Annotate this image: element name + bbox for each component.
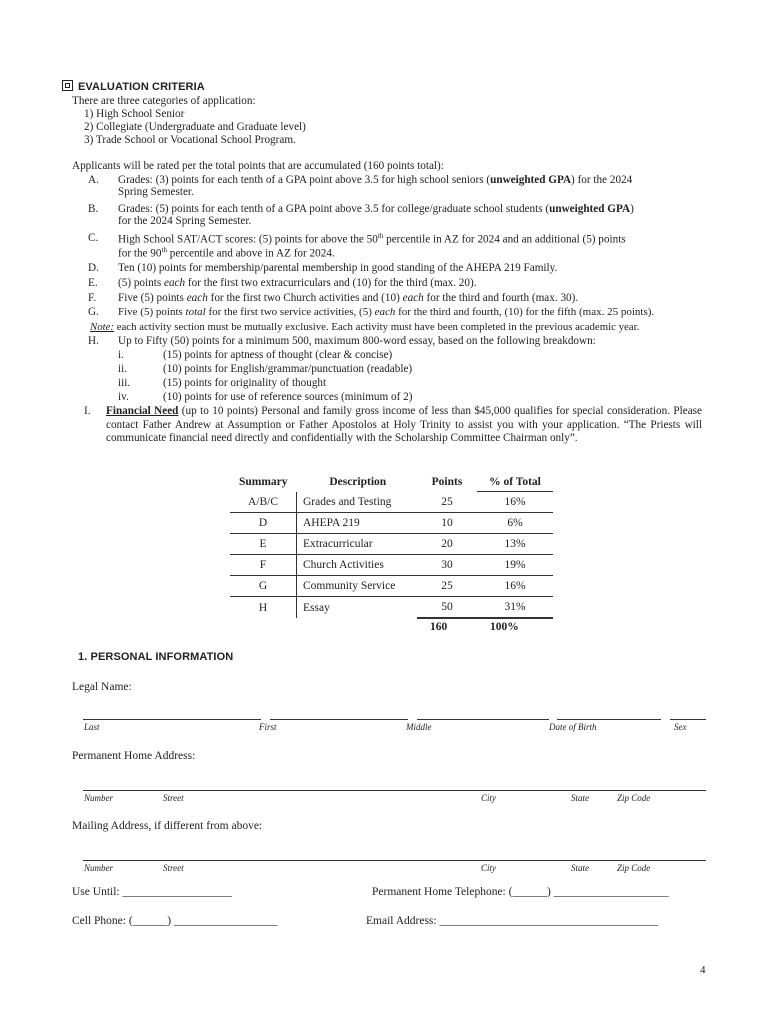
caption-zip-code: Zip Code <box>617 863 651 873</box>
criterion-c-sup: th <box>377 232 384 240</box>
caption-number: Number <box>84 863 113 873</box>
table-cell: F <box>230 555 297 576</box>
evaluation-heading-text: EVALUATION CRITERIA <box>78 81 205 93</box>
financial-need-label: Financial Need <box>106 405 179 417</box>
table-cell: Grades and Testing <box>297 492 418 513</box>
criterion-h: Up to Fifty (50) points for a minimum 500, maximum 800-word essay, based on the following breakdown: <box>118 335 596 347</box>
table-cell: 6% <box>477 513 553 534</box>
table-cell: 13% <box>477 534 553 555</box>
table-row <box>230 534 553 555</box>
table-cell: AHEPA 219 <box>297 513 418 534</box>
email-address-field[interactable]: Email Address: ______________________________________ <box>366 915 658 927</box>
mailing-address-field[interactable] <box>83 860 706 861</box>
page-number: 4 <box>700 964 706 976</box>
criterion-e-label: E. <box>88 277 98 289</box>
criterion-b-label: B. <box>88 203 99 215</box>
table-cell: Essay <box>297 597 418 619</box>
criterion-b-bold: unweighted GPA <box>549 203 631 215</box>
criterion-i <box>106 405 702 446</box>
table-cell: A/B/C <box>230 492 297 513</box>
caption-first: First <box>259 722 277 732</box>
table-row <box>230 555 553 576</box>
criterion-a <box>118 174 710 198</box>
table-cell: Community Service <box>297 576 418 597</box>
table-header-row <box>230 474 553 492</box>
caption-middle: Middle <box>406 722 432 732</box>
caption-state: State <box>571 863 589 873</box>
table-cell: 25 <box>417 576 477 597</box>
table-row <box>230 576 553 597</box>
criterion-d: Ten (10) points for membership/parental membership in good standing of the AHEPA 219 Family. <box>118 262 558 274</box>
criterion-a-text-end: ) for the 2024 <box>571 174 633 186</box>
criterion-c <box>118 232 710 259</box>
criterion-c-line2-end: percentile and above in AZ for 2024. <box>166 247 335 260</box>
caption-number: Number <box>84 793 113 803</box>
criterion-d-label: D. <box>88 262 99 274</box>
criterion-f-text-3: for the third and fourth (max. 30). <box>423 292 579 304</box>
caption-sex: Sex <box>674 722 687 732</box>
legal-name-label: Legal Name: <box>72 681 132 693</box>
criterion-g-text: Five (5) points <box>118 306 186 318</box>
table-cell: 16% <box>477 576 553 597</box>
criterion-c-label: C. <box>88 232 99 244</box>
use-until-field[interactable]: Use Until: ___________________ <box>72 886 232 898</box>
last-name-field[interactable] <box>83 719 261 720</box>
caption-last: Last <box>84 722 100 732</box>
criterion-g-text-3: for the third and fourth, (10) for the fifth (max. 25 points). <box>395 306 655 318</box>
table-cell: G <box>230 576 297 597</box>
note-text: each activity section must be mutually exclusive. Each activity must have been completed in the previous academic year. <box>114 321 640 333</box>
table-cell: 30 <box>417 555 477 576</box>
criterion-a-text: Grades: (3) points for each tenth of a GPA point above 3.5 for high school seniors ( <box>118 174 491 186</box>
financial-need-text: (up to 10 points) Personal and family gross income of less than $45,000 qualifies for special consideration. Please contact Father Andrew at Assumption or Father Apostolos at Holy Trinity to assist you with your application. “The Priests will communicate financial need directly and confidentially with the Scholarship Committee Chairman only”. <box>106 405 702 444</box>
sex-field[interactable] <box>670 719 706 720</box>
criterion-b-text: Grades: (5) points for each tenth of a GPA point above 3.5 for college/graduate school students ( <box>118 203 550 215</box>
criterion-f-italic-2: each <box>402 292 424 304</box>
points-intro: Applicants will be rated per the total points that are accumulated (160 points total): <box>72 160 444 172</box>
criterion-g-italic-2: each <box>374 306 396 318</box>
essay-sub-text: (15) points for originality of thought <box>163 377 327 389</box>
criterion-g-italic: total <box>185 306 206 318</box>
table-cell: 50 <box>417 597 477 619</box>
table-cell: 20 <box>417 534 477 555</box>
evaluation-heading <box>62 80 205 93</box>
home-address-label: Permanent Home Address: <box>72 750 196 762</box>
caption-street: Street <box>163 793 184 803</box>
middle-name-field[interactable] <box>417 719 549 720</box>
table-cell: 31% <box>477 597 553 619</box>
criterion-b <box>118 203 710 227</box>
table-cell: 19% <box>477 555 553 576</box>
header-percent: % of Total <box>477 474 553 492</box>
personal-info-heading: 1. PERSONAL INFORMATION <box>78 651 234 663</box>
total-points: 160 <box>430 621 448 633</box>
criterion-c-line2: for the 90 <box>118 247 162 260</box>
essay-sub-text: (15) points for aptness of thought (clear & concise) <box>163 349 393 361</box>
essay-sub-num: iv. <box>118 391 129 403</box>
mailing-address-label: Mailing Address, if different from above: <box>72 820 263 832</box>
table-cell: Extracurricular <box>297 534 418 555</box>
home-telephone-field[interactable]: Permanent Home Telephone: (______) ____________________ <box>372 886 669 898</box>
criterion-f-label: F. <box>88 292 97 304</box>
header-description: Description <box>329 476 387 489</box>
criterion-c-text-2: percentile in AZ for 2024 and an additional (5) points <box>383 233 626 246</box>
essay-sub-num: ii. <box>118 363 128 375</box>
table-cell: H <box>258 601 268 614</box>
category-3: 3) Trade School or Vocational School Program. <box>84 134 296 146</box>
caption-city: City <box>481 863 496 873</box>
essay-sub-num: iii. <box>118 377 131 389</box>
essay-sub-text: (10) points for English/grammar/punctuation (readable) <box>163 363 413 375</box>
table-cell: Church Activities <box>297 555 418 576</box>
note <box>90 321 639 333</box>
criterion-a-line2: Spring Semester. <box>118 186 194 198</box>
criterion-b-line2: for the 2024 Spring Semester. <box>118 215 252 227</box>
note-label: Note: <box>90 321 114 333</box>
summary-table <box>230 474 553 619</box>
criterion-b-text-end: ) <box>630 203 634 215</box>
criterion-e-text: (5) points <box>118 277 164 289</box>
checkbox-square-icon <box>62 80 73 91</box>
criterion-e <box>118 277 710 289</box>
criterion-e-italic: each <box>164 277 186 289</box>
home-address-field[interactable] <box>83 790 706 791</box>
criterion-f-italic: each <box>186 292 208 304</box>
table-cell: D <box>230 513 297 534</box>
criterion-a-bold: unweighted GPA <box>490 174 572 186</box>
essay-sub-text: (10) points for use of reference sources (minimum of 2) <box>163 391 413 403</box>
categories-intro: There are three categories of application: <box>72 95 256 107</box>
table-row <box>230 513 553 534</box>
first-name-field[interactable] <box>270 719 408 720</box>
total-percent: 100% <box>490 621 519 633</box>
date-of-birth-field[interactable] <box>557 719 661 720</box>
criterion-g-label: G. <box>88 306 99 318</box>
table-row <box>230 597 553 619</box>
table-cell: 16% <box>477 492 553 513</box>
caption-state: State <box>571 793 589 803</box>
table-row <box>230 492 553 513</box>
cell-phone-field[interactable]: Cell Phone: (______) __________________ <box>72 915 278 927</box>
criterion-c-text: High School SAT/ACT scores: (5) points for above the 50 <box>118 233 378 246</box>
criterion-h-label: H. <box>88 335 99 347</box>
caption-zip-code: Zip Code <box>617 793 651 803</box>
criterion-f-text-2: for the first two Church activities and (10) <box>207 292 403 304</box>
criterion-e-text-2: for the first two extracurriculars and (10) for the third (max. 20). <box>185 277 477 289</box>
table-cell: 25 <box>417 492 477 513</box>
category-1: 1) High School Senior <box>84 108 185 120</box>
criterion-c-sup-2: th <box>161 245 167 254</box>
header-summary: Summary <box>238 476 288 489</box>
criterion-g <box>118 306 710 318</box>
criterion-f-text: Five (5) points <box>118 292 187 304</box>
caption-date-of-birth: Date of Birth <box>549 722 597 732</box>
table-cell: E <box>230 534 297 555</box>
category-2: 2) Collegiate (Undergraduate and Graduate level) <box>84 121 306 133</box>
caption-street: Street <box>163 863 184 873</box>
caption-city: City <box>481 793 496 803</box>
criterion-f <box>118 292 710 304</box>
table-cell: 10 <box>417 513 477 534</box>
criterion-a-label: A. <box>88 174 99 186</box>
criterion-i-label: I. <box>84 405 91 417</box>
essay-sub-num: i. <box>118 349 124 361</box>
criterion-g-text-2: for the first two service activities, (5) <box>205 306 375 318</box>
header-points: Points <box>431 476 463 489</box>
